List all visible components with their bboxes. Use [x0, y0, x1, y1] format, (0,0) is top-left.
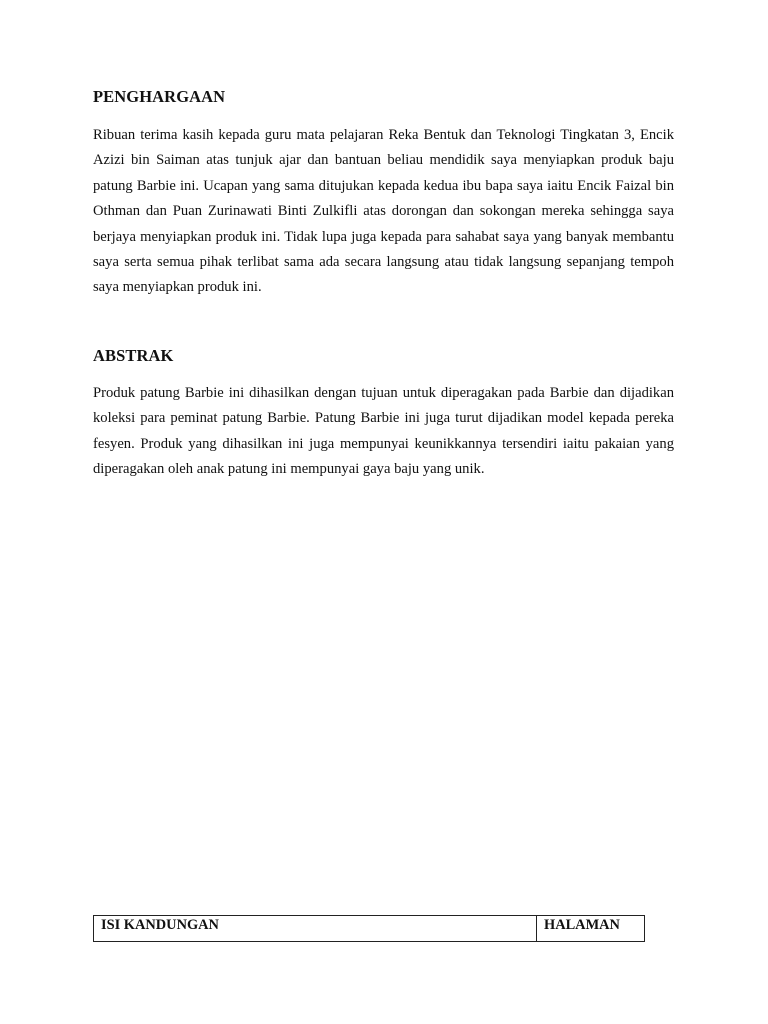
abstract-heading: ABSTRAK: [93, 346, 174, 365]
abstract-paragraph: Produk patung Barbie ini dihasilkan dengan tujuan untuk diperagakan pada Barbie dan dijadikan koleksi para peminat patung Barbie. Patung Barbie ini juga turut dijadikan model kepada pereka fesyen. Produk yang dihasilkan ini juga mempunyai keunikkannya tersendiri iaitu pakaian yang diperagakan oleh anak patung ini mempunyai gaya baju yang unik.: [93, 385, 674, 478]
toc-header-content: ISI KANDUNGAN: [94, 916, 537, 942]
toc-header-row: [94, 916, 645, 942]
acknowledgement-heading: PENGHARGAAN: [93, 87, 226, 106]
acknowledgement-paragraph: Ribuan terima kasih kepada guru mata pelajaran Reka Bentuk dan Teknologi Tingkatan 3, Encik Azizi bin Saiman atas tunjuk ajar dan bantuan beliau mendidik saya menyiapkan produk baju patung Barbie ini. Ucapan yang sama ditujukan kepada kedua ibu bapa saya iaitu Encik Faizal bin Othman dan Puan Zurinawati Binti Zulkifli atas dorongan dan sokongan mereka sehingga saya berjaya menyiapkan produk ini. Tidak lupa juga kepada para sahabat saya yang banyak membantu saya serta semua pihak terlibat sama ada secara langsung atau tidak langsung sepanjang tempoh saya menyiapkan produk ini.: [93, 127, 674, 296]
toc-header-page: HALAMAN: [537, 916, 645, 942]
table-of-contents: [93, 915, 645, 942]
